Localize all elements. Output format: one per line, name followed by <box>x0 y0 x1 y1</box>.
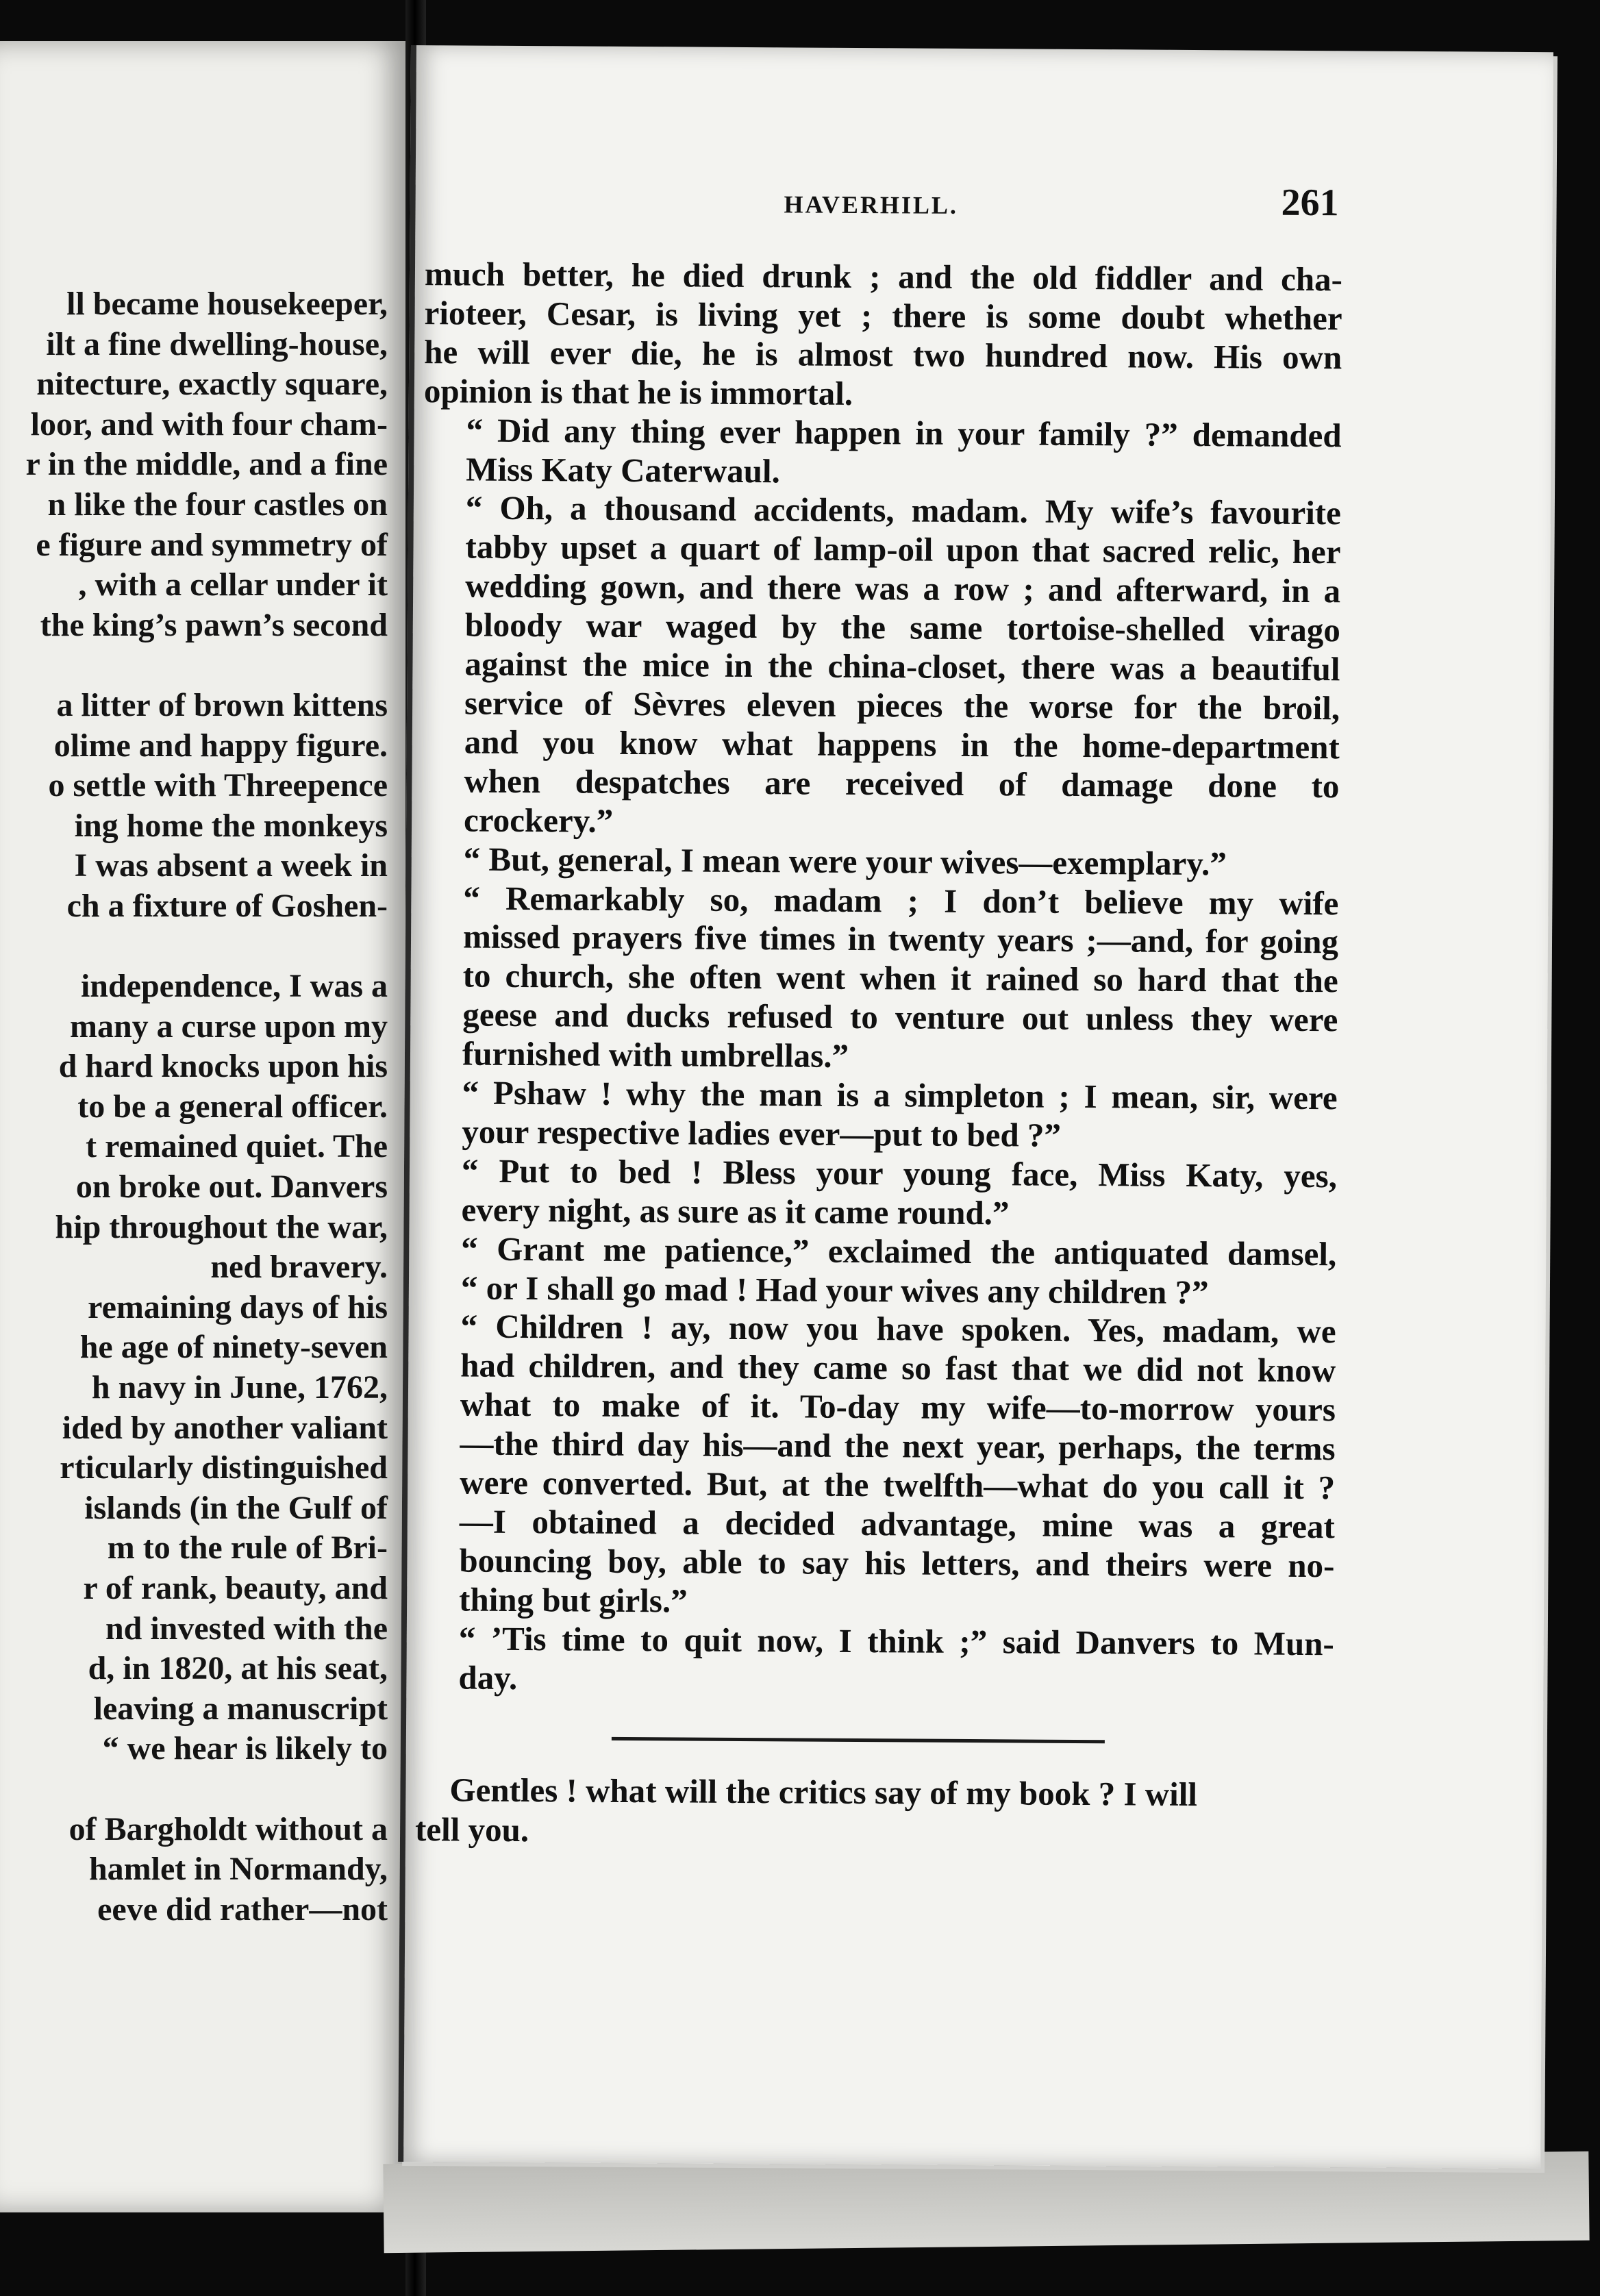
text-line: —the third day his—and the next year, perhaps, the terms <box>460 1424 1336 1468</box>
text-line: hip throughout the war, <box>55 1208 388 1245</box>
paragraph <box>421 840 1339 884</box>
text-line: the king’s pawn’s second <box>40 606 388 643</box>
text-line: wedding gown, and there was a row ; and afterward, in a <box>465 566 1341 610</box>
text-line: —I obtained a decided advantage, mine was a great <box>459 1502 1335 1546</box>
text-line: “ Remarkably so, madam ; I don’t believe my wife <box>463 878 1339 922</box>
text-line: your respective ladies ever—put to bed ?” <box>462 1112 1062 1154</box>
text-line: day. <box>458 1658 518 1697</box>
text-line: a litter of brown kittens <box>56 686 388 723</box>
paragraph <box>418 1151 1337 1235</box>
text-line: r in the middle, and a fine <box>25 446 388 483</box>
page-number: 261 <box>1281 181 1339 225</box>
paragraph <box>419 1073 1338 1157</box>
text-line: tell you. <box>414 1810 529 1849</box>
text-line: t remained quiet. The <box>86 1128 388 1165</box>
text-line: ned bravery. <box>210 1249 388 1286</box>
text-line: to be a general officer. <box>77 1088 388 1125</box>
text-line: h navy in June, 1762, <box>91 1369 388 1406</box>
text-line: d hard knocks upon his <box>58 1048 388 1085</box>
text-line: ing home the monkeys <box>74 807 388 844</box>
text-line: n like the four castles on <box>47 486 388 523</box>
text-line <box>0 645 388 686</box>
text-line: o settle with Threepence <box>48 767 388 804</box>
text-line: , with a cellar under it <box>78 566 388 603</box>
text-line: “ ’Tis time to quit now, I think ;” said Danvers to Mun- <box>458 1619 1334 1662</box>
section-divider <box>612 1737 1105 1743</box>
previous-page-text <box>0 284 388 1930</box>
text-line: ided by another valiant <box>62 1409 388 1446</box>
text-line: I was absent a week in <box>74 847 388 884</box>
text-line: “ Grant me patience,” exclaimed the antiquated damsel, <box>461 1230 1337 1273</box>
text-line: had children, and they came so fast that we did not know <box>460 1346 1336 1390</box>
closing-paragraph <box>415 1770 1334 1855</box>
text-line: ch a fixture of Goshen- <box>66 887 388 924</box>
paragraph <box>420 879 1339 1080</box>
text-line: remaining days of his <box>88 1288 388 1325</box>
text-line: service of Sèvres eleven pieces the worse for the broil, <box>464 684 1340 727</box>
text-line: “ Oh, a thousand accidents, madam. My wife’s favourite <box>465 488 1342 532</box>
text-line: crockery.” <box>463 801 614 840</box>
text-line: olime and happy figure. <box>53 727 388 764</box>
current-page <box>398 45 1553 2169</box>
paragraph <box>416 1619 1334 1703</box>
text-line: “ Put to bed ! Bless your young face, Miss Katy, yes, <box>461 1151 1338 1195</box>
text-line: of Bargholdt without a <box>68 1810 388 1847</box>
text-line: e figure and symmetry of <box>36 526 388 563</box>
text-line: tabby upset a quart of lamp-oil upon that sacred relic, her <box>465 527 1341 571</box>
text-line: he will ever die, he is almost two hundred now. His own <box>424 332 1342 377</box>
text-line: every night, as sure as it came round.” <box>461 1190 1010 1232</box>
text-line: Miss Katy Caterwaul. <box>466 450 781 490</box>
text-line: loor, and with four cham- <box>30 405 388 442</box>
text-line <box>0 1769 388 1810</box>
text-line: when despatches are received of damage done to <box>464 762 1340 806</box>
text-line: “ or I shall go mad ! Had your wives any children ?” <box>460 1269 1209 1311</box>
paragraph <box>423 411 1342 495</box>
text-line: d, in 1820, at his seat, <box>88 1650 388 1687</box>
text-line: “ Did any thing ever happen in your family ?” demanded <box>466 411 1342 454</box>
text-line: r of rank, beauty, and <box>83 1570 388 1606</box>
body-text <box>416 255 1342 1703</box>
text-line: against the mice in the china-closet, there was a beautiful <box>464 645 1340 688</box>
previous-page <box>0 41 411 2212</box>
text-line: missed prayers five times in twenty years ;—and, for going <box>462 917 1339 961</box>
text-line: Gentles ! what will the critics say of my book ? I will <box>449 1771 1198 1814</box>
text-line: thing but girls.” <box>458 1580 688 1620</box>
text-line: “ But, general, I mean were your wives—exemplary.” <box>463 840 1227 882</box>
text-line: rticularly distinguished <box>60 1449 388 1486</box>
text-line: rioteer, Cesar, is living yet ; there is some doubt whether <box>424 294 1342 338</box>
text-line: to church, she often went when it rained so hard that the <box>462 956 1338 1000</box>
text-line: leaving a manuscript <box>93 1690 388 1727</box>
text-line: bouncing boy, able to say his letters, and theirs were no- <box>459 1541 1335 1585</box>
text-line: nitecture, exactly square, <box>36 366 388 403</box>
text-line: m to the rule of Bri- <box>107 1530 388 1567</box>
text-line: eeve did rather—not <box>97 1891 388 1927</box>
paragraph <box>424 255 1342 416</box>
text-line: furnished with umbrellas.” <box>462 1034 849 1075</box>
text-line: were converted. But, at the twelfth—what do you call it ? <box>460 1463 1336 1507</box>
text-line: many a curse upon my <box>69 1008 388 1045</box>
text-line: “ we hear is likely to <box>102 1730 388 1767</box>
text-line: bloody war waged by the same tortoise-shelled virago <box>464 606 1340 649</box>
text-line: ll became housekeeper, <box>66 286 388 322</box>
text-line: nd invested with the <box>105 1610 388 1647</box>
text-line: independence, I was a <box>80 968 388 1005</box>
paragraph <box>418 1230 1337 1313</box>
text-line: what to make of it. To-day my wife—to-morrow yours <box>460 1385 1336 1429</box>
text-line: geese and ducks refused to venture out unless they were <box>462 995 1338 1039</box>
text-line: much better, he died drunk ; and the old fiddler and cha- <box>424 255 1343 299</box>
paragraph <box>421 489 1341 845</box>
text-line: and you know what happens in the home-department <box>464 723 1340 766</box>
text-line: opinion is that he is immortal. <box>423 371 853 412</box>
text-line: ilt a fine dwelling-house, <box>46 325 388 362</box>
text-line: on broke out. Danvers <box>75 1169 388 1206</box>
text-line: hamlet in Normandy, <box>88 1851 388 1888</box>
running-head: HAVERHILL. <box>784 190 959 219</box>
text-line: islands (in the Gulf of <box>84 1489 388 1526</box>
text-line: he age of ninety-seven <box>79 1329 388 1366</box>
text-line: “ Pshaw ! why the man is a simpleton ; I mean, sir, were <box>462 1073 1338 1117</box>
paragraph <box>416 1308 1336 1625</box>
text-line: “ Children ! ay, now you have spoken. Yes, madam, we <box>460 1307 1336 1351</box>
text-line <box>0 927 388 967</box>
